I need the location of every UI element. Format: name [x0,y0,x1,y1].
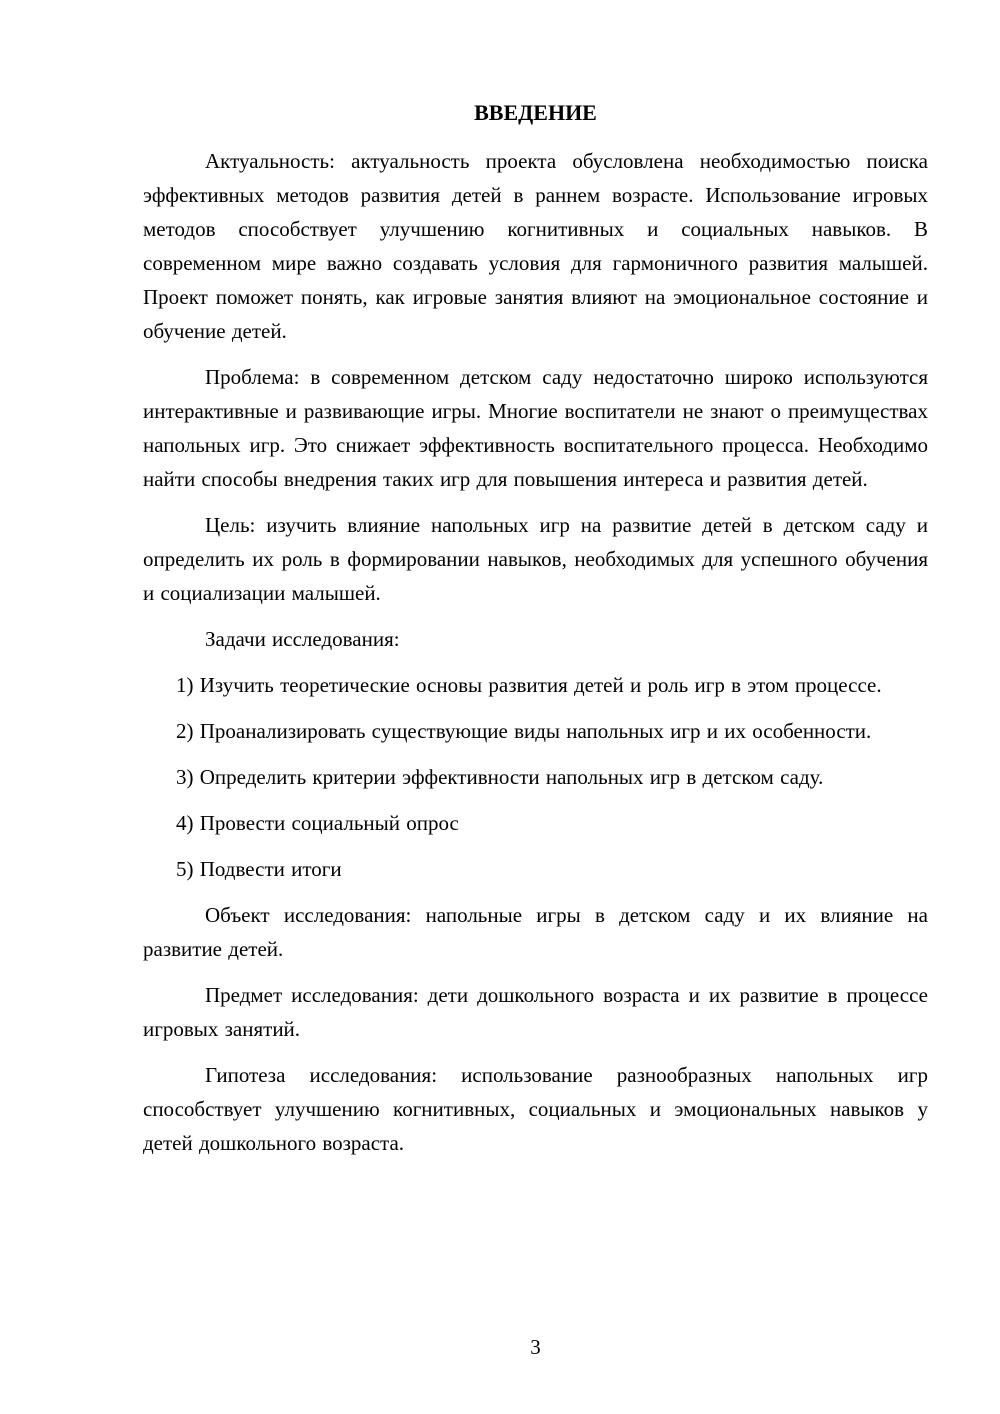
task-item-5: 5) Подвести итоги [176,857,342,881]
paragraph-hypothesis: Гипотеза исследования: использование разнообразных напольных игр способствует улучшению когнитивных, социальных и эмоциональных навыков у детей дошкольного возраста. [143,1063,928,1155]
task-item-2: 2) Проанализировать существующие виды напольных игр и их особенности. [176,719,872,743]
page-title: ВВЕДЕНИЕ [474,100,597,125]
paragraph-tasks-heading: Задачи исследования: [205,627,400,651]
task-item-1: 1) Изучить теоретические основы развития детей и роль игр в этом процессе. [176,673,882,697]
task-item-3: 3) Определить критерии эффективности напольных игр в детском саду. [176,765,824,789]
paragraph-relevance: Актуальность: актуальность проекта обусловлена необходимостью поиска эффективных методов развития детей в раннем возрасте. Использование игровых методов способствует улучшению когнитивных и социальных навыков. В современном мире важно создавать условия для гармоничного развития малышей. Проект поможет понять, как игровые занятия влияют на эмоциональное состояние и обучение детей. [143,149,928,343]
task-item-4: 4) Провести социальный опрос [176,811,459,835]
paragraph-object: Объект исследования: напольные игры в детском саду и их влияние на развитие детей. [143,903,928,961]
paragraph-subject: Предмет исследования: дети дошкольного возраста и их развитие в процессе игровых занятий. [143,983,928,1041]
paragraph-goal: Цель: изучить влияние напольных игр на развитие детей в детском саду и определить их роль в формировании навыков, необходимых для успешного обучения и социализации малышей. [143,513,928,605]
paragraph-problem: Проблема: в современном детском саду недостаточно широко используются интерактивные и развивающие игры. Многие воспитатели не знают о преимуществах напольных игр. Это снижает эффективность воспитательного процесса. Необходимо найти способы внедрения таких игр для повышения интереса и развития детей. [143,365,928,491]
page-number: 3 [530,1335,541,1359]
